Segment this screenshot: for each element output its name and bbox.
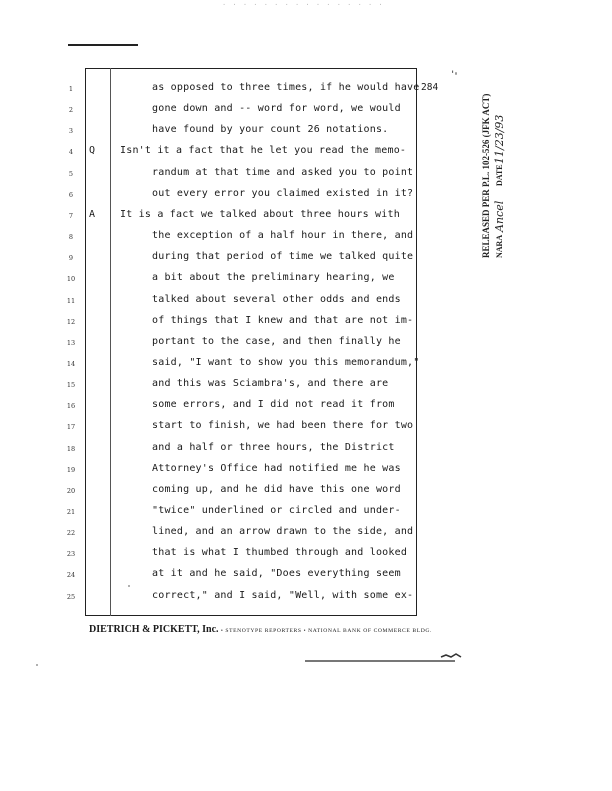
line-number: 19 <box>66 465 76 474</box>
footer-bullet-2: • <box>303 628 307 634</box>
transcript-line <box>0 228 440 248</box>
footer-role: STENOTYPE REPORTERS <box>225 628 302 634</box>
line-number: 11 <box>66 296 76 305</box>
transcript-line <box>0 482 440 502</box>
speaker-label: A <box>89 208 96 220</box>
line-text: and this was Sciambra's, and there are <box>152 378 389 390</box>
transcript-line <box>0 376 440 396</box>
footer-bullet-1: • <box>220 628 224 634</box>
transcript-line <box>0 334 440 354</box>
line-text: It is a fact we talked about three hours with <box>120 208 400 220</box>
line-text: Attorney's Office had notified me he was <box>152 462 401 474</box>
line-text: correct," and I said, "Well, with some ex- <box>152 589 414 601</box>
line-number: 25 <box>66 592 76 601</box>
line-number: 12 <box>66 317 76 326</box>
faint-header-text: · · · · · · · · · · · · · · · · <box>222 1 384 9</box>
line-number: 9 <box>68 254 74 263</box>
line-text: as opposed to three times, if he would have <box>152 82 420 93</box>
transcript-line <box>0 440 440 460</box>
page-number: 284 <box>421 82 439 93</box>
line-number: 3 <box>68 127 74 136</box>
line-number: 14 <box>66 359 76 368</box>
line-text: randum at that time and asked you to point <box>152 166 414 178</box>
transcript-line <box>0 270 440 290</box>
transcript-line <box>0 503 440 523</box>
line-number: 2 <box>68 106 74 115</box>
transcript-line <box>0 186 440 206</box>
release-stamp <box>478 60 508 260</box>
transcript-line <box>0 418 440 438</box>
transcript-line <box>0 249 440 269</box>
line-text: talked about several other odds and ends <box>152 293 401 305</box>
line-number: 8 <box>68 233 74 242</box>
reporter-footer <box>89 624 432 635</box>
transcript-line <box>0 313 440 333</box>
speaker-label: Q <box>89 145 96 157</box>
transcript-line <box>0 397 440 417</box>
line-number: 23 <box>66 550 76 559</box>
release-stamp-date: 11/23/93 <box>493 114 506 164</box>
line-text: coming up, and he did have this one word <box>152 483 401 495</box>
line-text: gone down and -- word for word, we would <box>152 103 401 115</box>
firm-name: DIETRICH & PICKETT, Inc. <box>89 624 219 635</box>
top-rule <box>68 44 138 46</box>
transcript-line <box>0 143 440 163</box>
line-number: 17 <box>66 423 76 432</box>
line-number: 6 <box>68 190 74 199</box>
release-stamp-nara: NARA <box>495 234 504 258</box>
line-number: 5 <box>68 169 74 178</box>
line-number: 7 <box>68 211 74 220</box>
line-text: that is what I thumbed through and looked <box>152 547 408 559</box>
release-stamp-line1: RELEASED PER P.L. 102-526 (JFK ACT) <box>481 93 491 258</box>
line-number: 18 <box>66 444 76 453</box>
transcript-line <box>0 524 440 544</box>
line-text: said, "I want to show you this memorandum," <box>152 356 420 368</box>
line-text: some errors, and I did not read it from <box>152 399 395 411</box>
line-text: have found by your count 26 notations. <box>152 124 389 136</box>
line-number: 15 <box>66 381 76 390</box>
line-text: the exception of a half hour in there, and <box>152 230 414 242</box>
transcript-line <box>0 207 440 227</box>
footer-address: NATIONAL BANK OF COMMERCE BLDG. <box>308 628 433 634</box>
margin-tick: ' <box>450 70 456 80</box>
transcript-line <box>0 80 440 100</box>
line-text: Isn't it a fact that he let you read the memo- <box>120 145 407 157</box>
transcript-line <box>0 588 440 608</box>
speck <box>128 585 130 587</box>
speck <box>36 664 38 666</box>
transcript-line <box>0 165 440 185</box>
line-text: and a half or three hours, the District <box>152 441 395 453</box>
line-number: 13 <box>66 338 76 347</box>
line-text: of things that I knew and that are not im- <box>152 314 414 326</box>
line-number: 24 <box>66 571 76 580</box>
line-text: a bit about the preliminary hearing, we <box>152 272 395 284</box>
release-stamp-signature: Ancel <box>493 200 506 232</box>
line-number: 16 <box>66 402 76 411</box>
transcript-line <box>0 292 440 312</box>
line-text: during that period of time we talked quite <box>152 251 414 263</box>
transcript-line <box>0 566 440 586</box>
line-text: at it and he said, "Does everything seem <box>152 568 401 580</box>
line-text: lined, and an arrow drawn to the side, and <box>152 526 414 538</box>
scribble-mark <box>440 652 462 660</box>
bottom-rule <box>305 660 455 662</box>
line-text: portant to the case, and then finally he <box>152 335 401 347</box>
line-text: out every error you claimed existed in it? <box>152 187 414 199</box>
line-number: 1 <box>68 85 74 93</box>
transcript-line <box>0 122 440 142</box>
release-stamp-date-label: DATE <box>495 164 504 186</box>
line-text: start to finish, we had been there for two <box>152 420 414 432</box>
line-number: 10 <box>66 275 76 284</box>
line-number: 21 <box>66 508 76 516</box>
transcript-line <box>0 461 440 481</box>
line-number: 22 <box>66 529 76 538</box>
line-text: "twice" underlined or circled and under- <box>152 505 401 516</box>
speck <box>455 72 457 75</box>
transcript-line <box>0 355 440 375</box>
line-number: 4 <box>68 148 74 157</box>
transcript-line <box>0 545 440 565</box>
line-number: 20 <box>66 486 76 495</box>
transcript-line <box>0 101 440 121</box>
